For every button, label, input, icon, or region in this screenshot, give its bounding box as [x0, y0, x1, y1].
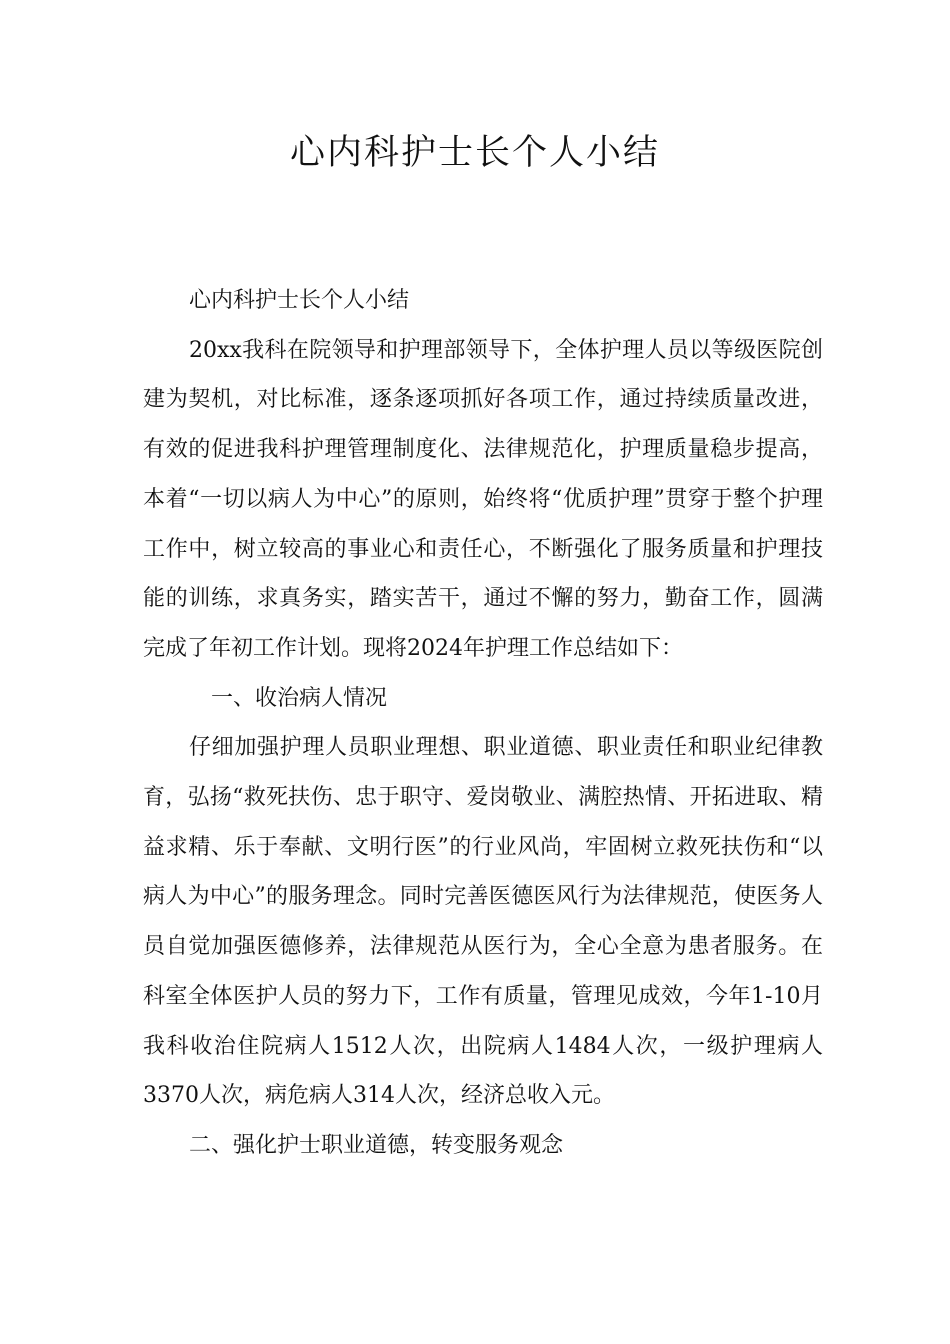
paragraph-section-1: 仔细加强护理人员职业理想、职业道德、职业责任和职业纪律教育，弘扬“救死扶伤、忠于职守、爱岗敬业、满腔热情、开拓进取、精益求精、乐于奉献、文明行医”的行业风尚，牢固树立救死扶伤和“以病人为中心”的服务理念。同时完善医德医风行为法律规范，使医务人员自觉加强医德修养，法律规范从医行为，全心全意为患者服务。在科室全体医护人员的努力下，工作有质量，管理见成效，今年1-10月我科收治住院病人1512人次，出院病人1484人次，一级护理病人3370人次，病危病人314人次，经济总收入元。: [143, 735, 823, 1109]
document-subtitle: 心内科护士长个人小结: [189, 288, 410, 313]
section-heading-1: 一、收治病人情况: [211, 685, 388, 711]
section-heading-2: 二、强化护士职业道德，转变服务观念: [189, 1132, 564, 1158]
document-body: [143, 276, 823, 1171]
paragraph-intro: 20xx我科在院领导和护理部领导下，全体护理人员以等级医院创建为契机，对比标准，逐条逐项抓好各项工作，通过持续质量改进，有效的促进我科护理管理制度化、法律规范化，护理质量稳步提高，本着“一切以病人为中心”的原则，始终将“优质护理”贯穿于整个护理工作中，树立较高的事业心和责任心，不断强化了服务质量和护理技能的训练，求真务实，踏实苦干，通过不懈的努力，勤奋工作，圆满完成了年初工作计划。现将2024年护理工作总结如下：: [143, 337, 823, 661]
document-title: 心内科护士长个人小结: [289, 133, 660, 173]
